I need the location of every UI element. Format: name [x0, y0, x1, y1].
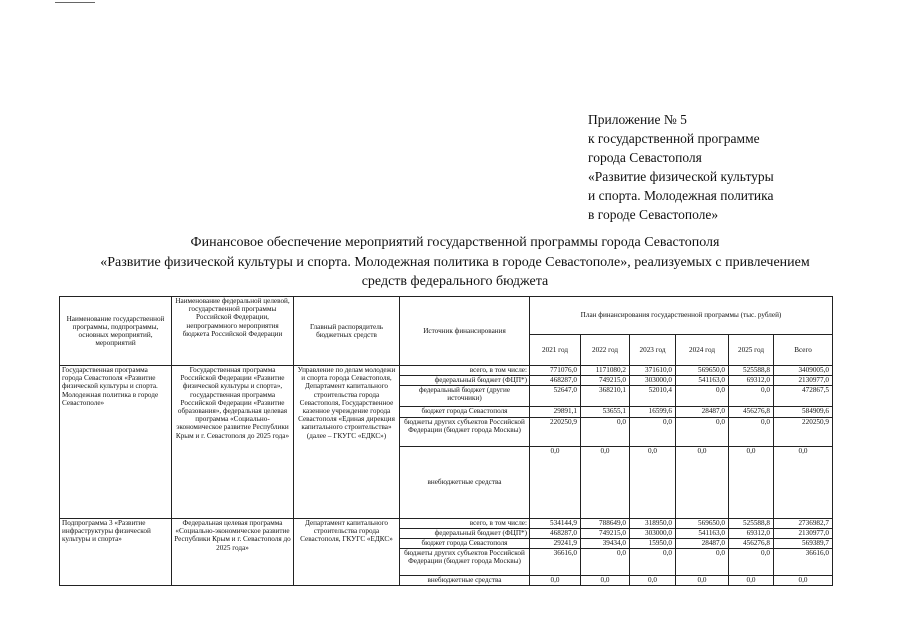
- value-cell: 569389,7: [774, 539, 833, 549]
- value-cell: 15950,0: [630, 539, 676, 549]
- value-cell: 220250,9: [530, 418, 581, 447]
- funding-source: внебюджетные средства: [400, 447, 530, 519]
- appendix-line: «Развитие физической культуры: [588, 169, 774, 184]
- value-cell: 0,0: [676, 447, 729, 519]
- header-plan: План финансирования государственной программы (тыс. рублей): [530, 297, 833, 335]
- header-year: 2023 год: [630, 335, 676, 366]
- value-cell: 0,0: [630, 576, 676, 586]
- value-cell: 0,0: [530, 576, 581, 586]
- table-row: [60, 519, 833, 529]
- value-cell: 0,0: [729, 386, 774, 407]
- value-cell: 0,0: [581, 549, 630, 576]
- value-cell: 749215,0: [581, 376, 630, 386]
- funding-source: федеральный бюджет (ФЦП*): [400, 529, 530, 539]
- value-cell: 541163,0: [676, 529, 729, 539]
- value-cell: 0,0: [630, 418, 676, 447]
- federal-program-name: Федеральная целевая программа «Социально-экономическое развитие Республики Крым и г. Севастополя до 2025 года»: [172, 519, 294, 586]
- value-cell: 0,0: [581, 418, 630, 447]
- value-cell: 318950,0: [630, 519, 676, 529]
- value-cell: 0,0: [729, 447, 774, 519]
- header-year: 2022 год: [581, 335, 630, 366]
- funding-source: бюджеты других субъектов Российской Федерации (бюджет города Москвы): [400, 549, 530, 576]
- value-cell: 749215,0: [581, 529, 630, 539]
- value-cell: 0,0: [630, 549, 676, 576]
- title-line: средств федерального бюджета: [361, 274, 549, 289]
- value-cell: 1171080,2: [581, 366, 630, 376]
- header-federal-program: Наименование федеральной целевой, государственной программы Российской Федерации, непрограммного мероприятия бюджета Российской Федерации: [172, 297, 294, 366]
- value-cell: 16599,6: [630, 407, 676, 418]
- funding-source: федеральный бюджет (ФЦП*): [400, 376, 530, 386]
- value-cell: 0,0: [581, 576, 630, 586]
- value-cell: 0,0: [630, 447, 676, 519]
- budget-manager: Управление по делам молодежи и спорта города Севастополя, Департамент капитального строительства города Севастополя, Государственное казенное учреждение города Севастополя «Единая дирекция капитального строительства» (далее – ГКУГС «ЕДКС»): [294, 366, 400, 519]
- funding-source: бюджеты других субъектов Российской Федерации (бюджет города Москвы): [400, 418, 530, 447]
- value-cell: 371610,0: [630, 366, 676, 376]
- funding-source: всего, в том числе:: [400, 366, 530, 376]
- header-manager: Главный распорядитель бюджетных средств: [294, 297, 400, 366]
- header-name: Наименование государственной программы, подпрограммы, основных мероприятий, мероприятий: [60, 297, 172, 366]
- value-cell: 220250,9: [774, 418, 833, 447]
- value-cell: 0,0: [774, 447, 833, 519]
- value-cell: 0,0: [676, 386, 729, 407]
- scan-mark: [55, 2, 95, 3]
- value-cell: 468287,0: [530, 529, 581, 539]
- value-cell: 29891,1: [530, 407, 581, 418]
- value-cell: 52010,4: [630, 386, 676, 407]
- value-cell: 2130977,0: [774, 376, 833, 386]
- funding-source: бюджет города Севастополя: [400, 407, 530, 418]
- appendix-line: в городе Севастополе»: [588, 207, 719, 222]
- value-cell: 29241,9: [530, 539, 581, 549]
- value-cell: 0,0: [530, 447, 581, 519]
- value-cell: 368210,1: [581, 386, 630, 407]
- value-cell: 28487,0: [676, 407, 729, 418]
- funding-source: всего, в том числе:: [400, 519, 530, 529]
- financing-table: [59, 296, 833, 586]
- value-cell: 0,0: [581, 447, 630, 519]
- header-source: Источник финансирования: [400, 297, 530, 366]
- header-year: 2021 год: [530, 335, 581, 366]
- budget-manager: Департамент капитального строительства города Севастополя, ГКУГС «ЕДКС»: [294, 519, 400, 586]
- federal-program-name: Государственная программа Российской Федерации «Развитие физической культуры и спорта», государственная программа Российской Федерации «Развитие образования», федеральная целевая программа «Социально-экономическое развитие Республики Крым и г. Севастополя до 2025 года»: [172, 366, 294, 519]
- value-cell: 569650,0: [676, 366, 729, 376]
- funding-source: внебюджетные средства: [400, 576, 530, 586]
- value-cell: 569650,0: [676, 519, 729, 529]
- value-cell: 0,0: [676, 549, 729, 576]
- table-row: [60, 366, 833, 376]
- value-cell: 0,0: [676, 418, 729, 447]
- value-cell: 0,0: [729, 549, 774, 576]
- header-total: Всего: [774, 335, 833, 366]
- value-cell: 0,0: [676, 576, 729, 586]
- appendix-line: к государственной программе: [588, 131, 760, 146]
- funding-source: бюджет города Севастополя: [400, 539, 530, 549]
- value-cell: 2130977,0: [774, 529, 833, 539]
- value-cell: 36616,0: [530, 549, 581, 576]
- value-cell: 472867,5: [774, 386, 833, 407]
- value-cell: 3409005,0: [774, 366, 833, 376]
- value-cell: 456276,8: [729, 407, 774, 418]
- value-cell: 456276,8: [729, 539, 774, 549]
- value-cell: 39434,0: [581, 539, 630, 549]
- appendix-line: Приложение № 5: [588, 112, 687, 127]
- subprogram-name: Подпрограмма 3 «Развитие инфраструктуры физической культуры и спорта»: [60, 519, 172, 586]
- value-cell: 69312,0: [729, 376, 774, 386]
- header-year: 2024 год: [676, 335, 729, 366]
- value-cell: 468287,0: [530, 376, 581, 386]
- value-cell: 303000,0: [630, 529, 676, 539]
- value-cell: 53655,1: [581, 407, 630, 418]
- value-cell: 28487,0: [676, 539, 729, 549]
- value-cell: 0,0: [729, 418, 774, 447]
- value-cell: 69312,0: [729, 529, 774, 539]
- value-cell: 52647,0: [530, 386, 581, 407]
- value-cell: 534144,9: [530, 519, 581, 529]
- value-cell: 525588,8: [729, 519, 774, 529]
- value-cell: 303000,0: [630, 376, 676, 386]
- header-year: 2025 год: [729, 335, 774, 366]
- appendix-line: города Севастополя: [588, 150, 702, 165]
- value-cell: 36616,0: [774, 549, 833, 576]
- value-cell: 2736982,7: [774, 519, 833, 529]
- funding-source: федеральный бюджет (другие источники): [400, 386, 530, 407]
- value-cell: 525588,8: [729, 366, 774, 376]
- appendix-block: [588, 110, 888, 224]
- value-cell: 771076,0: [530, 366, 581, 376]
- title-line: Финансовое обеспечение мероприятий государственной программы города Севастополя: [190, 235, 720, 250]
- title-line: «Развитие физической культуры и спорта. Молодежная политика в городе Севастополе», реализуемых с привлечением: [100, 254, 810, 270]
- appendix-line: и спорта. Молодежная политика: [588, 188, 774, 203]
- value-cell: 0,0: [774, 576, 833, 586]
- value-cell: 584909,6: [774, 407, 833, 418]
- value-cell: 541163,0: [676, 376, 729, 386]
- value-cell: 788649,0: [581, 519, 630, 529]
- value-cell: 0,0: [729, 576, 774, 586]
- program-name: Государственная программа города Севастополя «Развитие физической культуры и спорта. Молодежная политика в городе Севастополе»: [60, 366, 172, 519]
- document-title: [40, 233, 870, 292]
